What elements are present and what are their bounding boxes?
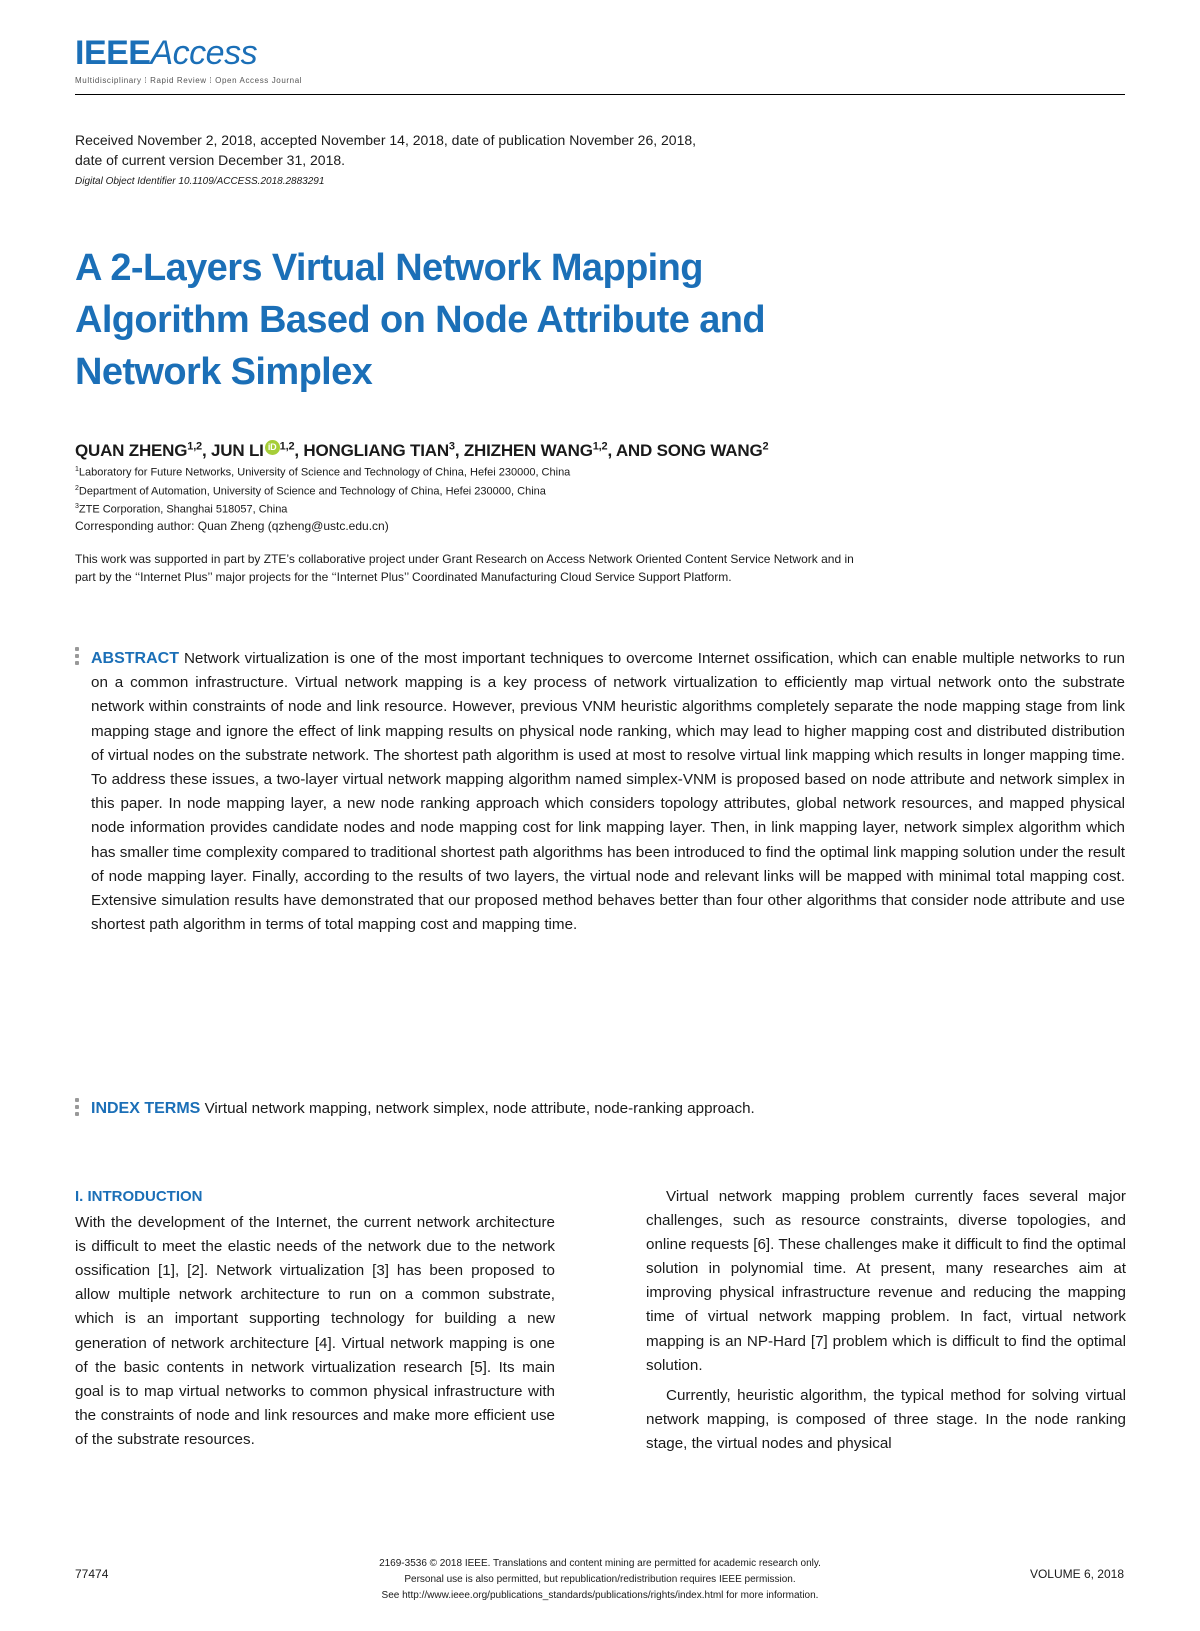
left-column bbox=[75, 1185, 555, 1452]
paper-title: A 2-Layers Virtual Network Mapping Algorithm Based on Node Attribute and Network Simplex bbox=[75, 247, 765, 393]
ieee-access-logo bbox=[75, 34, 302, 85]
copyright-notice: 2169-3536 © 2018 IEEE. Translations and content mining are permitted for academic research only. Personal use is also permitted, but republication/redistribution requires IEEE permission. See http://www.ieee.org/publications_standards/publications/rights/index.html for more information. bbox=[300, 1556, 900, 1604]
section-marker-icon bbox=[75, 1098, 81, 1119]
orcid-icon[interactable]: iD bbox=[265, 440, 280, 455]
logo-tagline: Multidisciplinary ⁞ Rapid Review ⁞ Open Access Journal bbox=[75, 76, 303, 85]
section-heading: I. INTRODUCTION bbox=[75, 1188, 203, 1205]
header-divider bbox=[75, 94, 1125, 95]
affiliation: $^2$Department of Automation, University of Science and Technology of China, Hefei 230000, China bbox=[75, 484, 546, 498]
author: AND SONG WANG bbox=[615, 441, 763, 460]
logo-wordmark: IEEEAccess bbox=[75, 34, 258, 72]
corresponding-author: Corresponding author: Quan Zheng (qzheng@ustc.edu.cn) bbox=[75, 519, 389, 533]
abstract bbox=[75, 647, 1125, 937]
index-terms-label: INDEX TERMS bbox=[91, 1100, 201, 1117]
abstract-text: Network virtualization is one of the most important techniques to overcome Internet ossification, which can enable multiple networks to run on a common infrastructure. Virtual network mapping is a key process of network virtualization to efficiently map virtual network onto the substrate network within constraints of node and link resource. However, previous VNM heuristic algorithms completely separate the node mapping stage from link mapping stage and ignore the effect of link mapping results on physical node ranking, which may lead to higher mapping cost and distributed distribution of virtual nodes on the substrate network. The shortest path algorithm is used at most to resolve virtual link mapping which results in longer mapping time. To address these issues, a two-layer virtual network mapping algorithm named simplex-VNM is proposed based on node attribute and network simplex in this paper. In node mapping layer, a new node ranking approach which considers topology attributes, global network resources, and mapped physical node information provides candidate nodes and node mapping cost for link mapping layer. Then, in link mapping layer, network simplex algorithm which has smaller time complexity compared to traditional shortest path algorithms has been introduced to find the optimal link mapping solution under the result of node mapping layer. Finally, according to the results of two layers, the virtual node and relevant links will be mapped with minimal total mapping cost. Extensive simulation results have demonstrated that our proposed method behaves better than four other algorithms that consider node attribute and use shortest path algorithm in terms of total mapping cost and mapping time. bbox=[91, 650, 1125, 934]
affiliation: $^3$ZTE Corporation, Shanghai 518057, China bbox=[75, 503, 288, 516]
author: JUN LI bbox=[211, 441, 264, 460]
right-column bbox=[646, 1185, 1126, 1456]
author: ZHIZHEN WANG bbox=[463, 441, 593, 460]
section-marker-icon bbox=[75, 647, 81, 668]
index-terms-text: Virtual network mapping, network simplex, node attribute, node-ranking approach. bbox=[204, 1100, 755, 1117]
author-list: QUAN ZHENG$^{1,2}$, JUN LI iD $^{1,2}$, HONGLIANG TIAN$^3$, ZHIZHEN WANG$^{1,2}$, AND SONG WANG$^2$ bbox=[75, 440, 769, 460]
page-number: 77474 bbox=[75, 1567, 109, 1581]
index-terms bbox=[75, 1098, 1125, 1120]
doi: Digital Object Identifier 10.1109/ACCESS.2018.2883291 bbox=[75, 176, 325, 187]
abstract-label: ABSTRACT bbox=[91, 650, 179, 667]
funding-note: This work was supported in part by ZTE’s collaborative project under Grant Research on Access Network Oriented Content Service Network and in part by the ‘‘Internet Plus’’ major projects for the ‘‘Internet Plus’’ Coordinated Manufacturing Cloud Service Support Platform. bbox=[75, 552, 854, 584]
paragraph: Currently, heuristic algorithm, the typical method for solving virtual network mapping, is composed of three stage. In the node ranking stage, the virtual nodes and physical bbox=[646, 1386, 1126, 1452]
affiliation: $^1$Laboratory for Future Networks, University of Science and Technology of China, Hefei 230000, China bbox=[75, 466, 571, 479]
paragraph: With the development of the Internet, the current network architecture is difficult to meet the elastic needs of the network due to the network ossification [1], [2]. Network virtualization [3] has been proposed to allow multiple network architecture to run on a common substrate, which is an important supporting technology for building a new generation of network architecture [4]. Virtual network mapping is one of the basic contents in network virtualization research [5]. Its main goal is to map virtual networks to common physical infrastructure with the constraints of node and link resources and make more efficient use of the substrate resources. bbox=[75, 1214, 555, 1448]
affiliations bbox=[75, 462, 570, 518]
volume-label: VOLUME 6, 2018 bbox=[1029, 1567, 1124, 1581]
received-dates: Received November 2, 2018, accepted November 14, 2018, date of publication November 26, 2018, date of current version December 31, 2018. bbox=[75, 132, 697, 168]
rights-link[interactable]: See http://www.ieee.org/publications_standards/publications/rights/index.html for more information. bbox=[381, 1590, 819, 1601]
author: HONGLIANG TIAN bbox=[303, 441, 449, 460]
paragraph: Virtual network mapping problem currently faces several major challenges, such as resource constraints, diverse topologies, and online requests [6]. These challenges make it difficult to find the optimal solution in polynomial time. At present, many researches aim at improving physical infrastructure revenue and reducing the mapping time of virtual network mapping problem. In fact, virtual network mapping is an NP-Hard [7] problem which is difficult to find the optimal solution. bbox=[646, 1188, 1126, 1374]
author: QUAN ZHENG bbox=[75, 441, 188, 460]
